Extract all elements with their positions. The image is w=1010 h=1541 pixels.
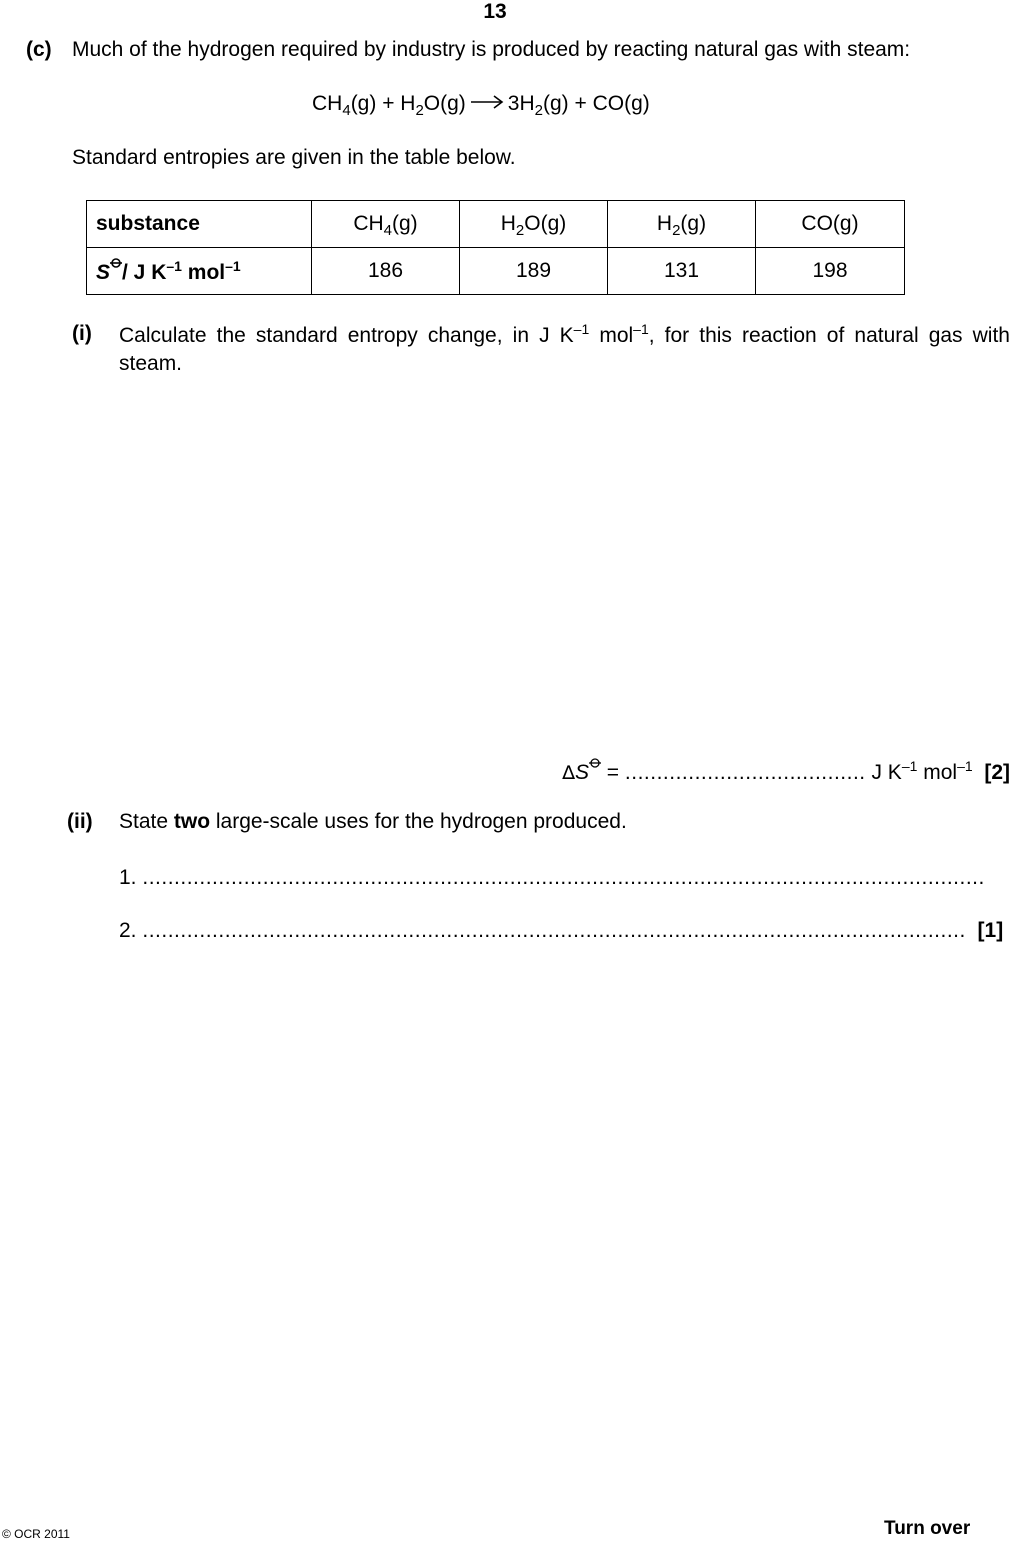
value-h2: 131 xyxy=(608,248,756,295)
value-h2o: 189 xyxy=(460,248,608,295)
table-value-row xyxy=(87,248,905,295)
header-h2o: $H_2O(g)$ xyxy=(460,201,608,248)
footer-copyright: © OCR 2011 xyxy=(2,1527,70,1541)
part-i-text: Calculate the standard entropy change, in J $K^{-1}$ mol$^{-1}$, for this reaction of natural gas with steam. xyxy=(119,321,1010,375)
page-number: 13 xyxy=(483,0,507,23)
eq-sub: 2 xyxy=(534,102,543,119)
header-ch4: $CH_4(g)$ xyxy=(312,201,460,248)
eq-reactant-state: (g) + H xyxy=(350,92,416,115)
value-co: 198 xyxy=(756,248,905,295)
eq-product-state: (g) + CO(g) xyxy=(543,92,650,115)
footer-turn-over: Turn over xyxy=(884,1518,971,1539)
standard-state-icon xyxy=(110,257,122,271)
part-i-label: (i) xyxy=(72,322,92,345)
answer-line-2[interactable]: 2. .................................................................................................................................. [1] xyxy=(119,919,1004,942)
value-ch4: 186 xyxy=(312,248,460,295)
entropy-table xyxy=(86,200,905,295)
part-i-answer-line: ∆S = ...................................... J $K^{-1}$ mol$^{-1}$ [2] xyxy=(562,758,1010,784)
question-label: (c) xyxy=(26,38,52,61)
header-co: CO(g) xyxy=(756,201,905,248)
eq-sub: 4 xyxy=(342,102,351,119)
entropy-symbol: S xyxy=(96,261,111,284)
answer-blank[interactable]: ...................................... xyxy=(624,761,866,784)
question-stem: Much of the hydrogen required by industry is produced by reacting natural gas with steam: xyxy=(72,38,911,61)
header-h2: $H_2(g)$ xyxy=(608,201,756,248)
part-ii-text: State two large-scale uses for the hydrogen produced. xyxy=(119,810,627,833)
eq-reactant-ch: CH xyxy=(312,92,343,115)
part-i-mark: [2] xyxy=(984,761,1010,784)
reaction-arrow-icon xyxy=(470,95,504,109)
standard-state-icon xyxy=(589,757,601,771)
part-ii-mark: [1] xyxy=(977,919,1004,942)
eq-sub: 2 xyxy=(415,102,424,119)
reaction-equation xyxy=(312,92,650,119)
header-substance: substance xyxy=(87,201,312,248)
table-intro: Standard entropies are given in the table below. xyxy=(72,146,516,169)
eq-product-h2: 3H xyxy=(507,92,535,115)
table-header-row xyxy=(87,201,905,248)
eq-reactant-water: O(g) xyxy=(423,92,466,115)
answer-line-1[interactable]: 1. ..................................................................................................................................... xyxy=(119,866,985,889)
delta-icon: ∆ xyxy=(562,762,575,784)
part-ii-label: (ii) xyxy=(67,810,93,833)
row-label-entropy: S / J $K^{-1}$ mol$^{-1}$ xyxy=(87,248,312,295)
